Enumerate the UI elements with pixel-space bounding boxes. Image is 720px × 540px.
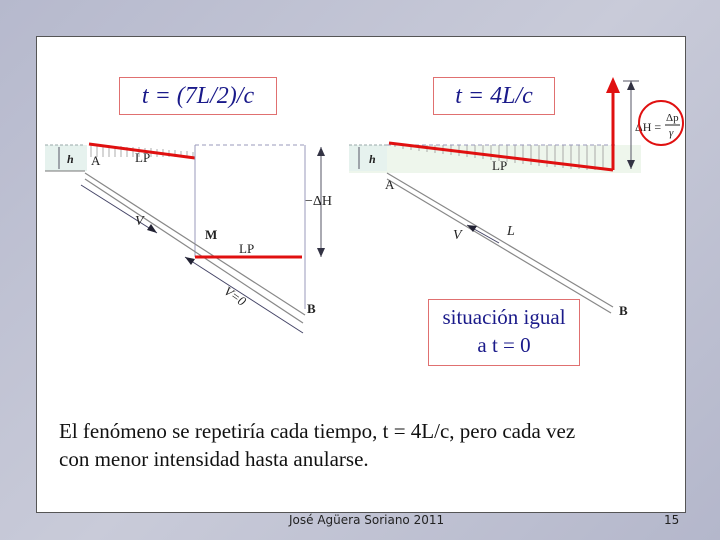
left-v0-label: V=0	[221, 283, 249, 309]
caption-line2: con menor intensidad hasta anularse.	[59, 447, 369, 471]
left-b-label: B	[307, 301, 316, 316]
right-v-arrow	[467, 225, 477, 232]
right-v-label: V	[453, 228, 462, 243]
title-right-box	[433, 77, 555, 115]
left-lp-mid-label: LP	[239, 241, 255, 256]
left-m-label: M	[205, 227, 218, 242]
left-v0-arrow	[185, 257, 195, 265]
left-dh-label: −ΔH	[305, 194, 333, 209]
situacion-line1: situación igual	[442, 305, 566, 329]
page-number: 15	[664, 513, 680, 527]
right-lp-label: LP	[492, 158, 508, 173]
right-dh-formula-lhs: ΔH =	[635, 120, 662, 134]
left-a-label: A	[91, 153, 101, 168]
right-b-label: B	[619, 303, 628, 318]
caption	[59, 417, 669, 473]
situacion-line2: a t = 0	[477, 333, 531, 357]
right-a-label: A	[385, 177, 395, 192]
title-left-box	[119, 77, 277, 115]
left-reservoir	[45, 145, 87, 171]
title-right-text: t = 4L/c	[455, 83, 533, 109]
left-dh-arrow-down	[317, 248, 325, 257]
left-lp-top-label: LP	[135, 150, 151, 165]
footer-author: José Agüera Soriano 2011	[289, 513, 445, 527]
left-figure	[45, 144, 332, 333]
left-h-label: h	[67, 152, 74, 166]
left-pipe-bottom	[85, 179, 303, 323]
right-reservoir	[349, 145, 387, 171]
left-v-line	[81, 185, 157, 233]
title-left-text: t = (7L/2)/c	[141, 83, 255, 109]
right-dp-label: Δp	[666, 112, 679, 124]
slide	[36, 36, 686, 527]
caption-line1: El fenómeno se repetiría cada tiempo, t = 4L/c, pero cada vez	[59, 419, 576, 443]
right-red-arrowhead	[606, 77, 620, 93]
left-v-label: V	[135, 214, 144, 229]
right-dh-arrow-up	[627, 81, 635, 90]
situacion-box	[428, 299, 580, 366]
right-h-label: h	[369, 152, 376, 166]
right-pipe-bottom	[387, 179, 611, 313]
right-pipe-top	[387, 173, 613, 307]
right-l-label: L	[507, 224, 515, 239]
right-gamma-label: γ	[669, 127, 674, 139]
left-dh-arrow-up	[317, 147, 325, 156]
